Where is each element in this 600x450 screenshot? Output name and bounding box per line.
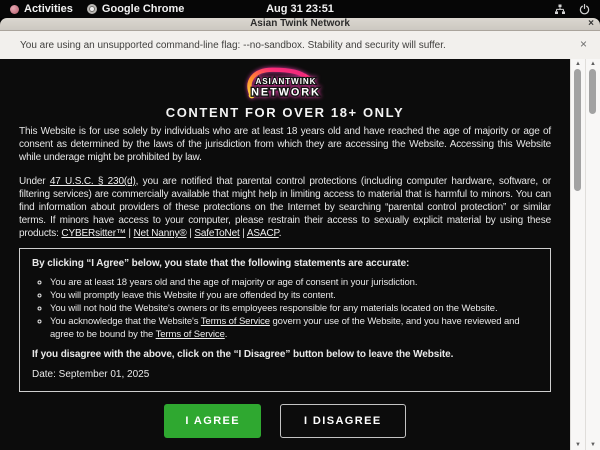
window-title: Asian Twink Network [250, 18, 350, 29]
date-label: Date: September 01, 2025 [32, 369, 150, 380]
network-tray-icon[interactable] [554, 4, 566, 15]
chrome-infobar [0, 31, 600, 59]
page-title: CONTENT FOR OVER 18+ ONLY [165, 105, 405, 120]
cybersitter-link[interactable]: CYBERsitter™ [61, 228, 126, 239]
usc-230d-link[interactable]: 47 U.S.C. § 230(d) [49, 176, 136, 187]
product-separator: | [125, 228, 134, 239]
logo-line2: NETWORK [251, 86, 321, 99]
window-scrollbar[interactable] [585, 59, 600, 450]
terms-text-end: . [224, 329, 228, 340]
intro-paragraph: This Website is for use solely by individuals who are at least 18 years old and have reached the age of majority or age of consent as determined by the laws of the jurisdiction from which they are accessing the Website. Accessing this Website while underage might be prohibited by law. [19, 126, 551, 163]
page-scrollbar[interactable] [570, 59, 585, 450]
window-close-icon[interactable]: × [588, 18, 594, 29]
scroll-down-icon[interactable]: ▼ [590, 442, 596, 448]
window-scrollbar-thumb[interactable] [589, 69, 596, 114]
agreement-item-leave: ◦ You will promptly leave this Website if you are offended by its content. [50, 289, 538, 302]
agreement-intro: By clicking “I Agree” below, you state that the following statements are accurate: [32, 258, 410, 269]
legal-text-pre: Under [19, 176, 50, 187]
clock-label: Aug 31 23:51 [266, 3, 334, 15]
distro-logo-icon [10, 5, 19, 14]
terms-of-service-link[interactable]: Terms of Service [200, 316, 270, 327]
agreement-list [32, 276, 538, 341]
legal-text-body: , you are notified that parental control protections (including computer hardware, software, or filtering services) are commercially available that might help in limiting access to material that is harmful to minors. You can find information about providers of these protections on the Internet by searching “parental control protection” or similar terms. If minors have access to your computer, please restrain their access to sexually explicit material by using these products: [19, 176, 551, 239]
power-tray-icon[interactable] [579, 4, 590, 15]
agreement-item-liability: ◦ You will not hold the Website's owners or its employees responsible for any materials located on the Website. [50, 302, 538, 315]
asacp-link[interactable]: ASACP [246, 228, 279, 239]
disagree-note: If you disagree with the above, click on the “I Disagree” button below to leave the Website. [32, 349, 454, 360]
terms-text-pre: You acknowledge that the Website's [50, 316, 201, 327]
age-gate-page [0, 59, 570, 450]
legal-paragraph [19, 175, 551, 240]
terms-of-service-link[interactable]: Terms of Service [155, 329, 225, 340]
product-separator: | [186, 228, 195, 239]
window-titlebar [0, 18, 600, 31]
legal-text-end: . [278, 228, 282, 239]
system-top-bar [0, 0, 600, 18]
app-menu-button[interactable] [87, 3, 185, 15]
net-nanny-link[interactable]: Net Nanny® [133, 228, 187, 239]
infobar-close-icon[interactable]: × [579, 37, 587, 51]
agreement-item-age: ◦ You are at least 18 years old and the age of majority or age of consent in your jurisdiction. [50, 276, 538, 289]
logo-line1: ASIANTWINK [255, 76, 317, 86]
product-separator: | [239, 228, 247, 239]
chrome-icon [87, 4, 97, 14]
i-disagree-button[interactable]: I DISAGREE [280, 404, 406, 438]
button-row [0, 404, 570, 438]
scrollbar-area [570, 59, 600, 450]
site-logo [0, 64, 570, 102]
agreement-box [19, 248, 551, 392]
agreement-item-terms [50, 315, 538, 341]
page-scrollbar-thumb[interactable] [574, 69, 581, 191]
i-agree-button[interactable]: I AGREE [164, 404, 261, 438]
activities-button[interactable] [10, 3, 73, 15]
terms-text-mid: govern your use of the Website, and you have reviewed and agree to be bound by the [50, 316, 520, 340]
scroll-down-icon[interactable]: ▼ [575, 442, 581, 448]
scroll-up-icon[interactable]: ▲ [590, 61, 596, 67]
activities-label: Activities [24, 3, 73, 15]
scroll-up-icon[interactable]: ▲ [575, 61, 581, 67]
safetonet-link[interactable]: SafeToNet [194, 228, 240, 239]
infobar-message: You are using an unsupported command-line flag: --no-sandbox. Stability and security will suffer. [20, 39, 446, 51]
app-menu-label: Google Chrome [101, 3, 185, 15]
